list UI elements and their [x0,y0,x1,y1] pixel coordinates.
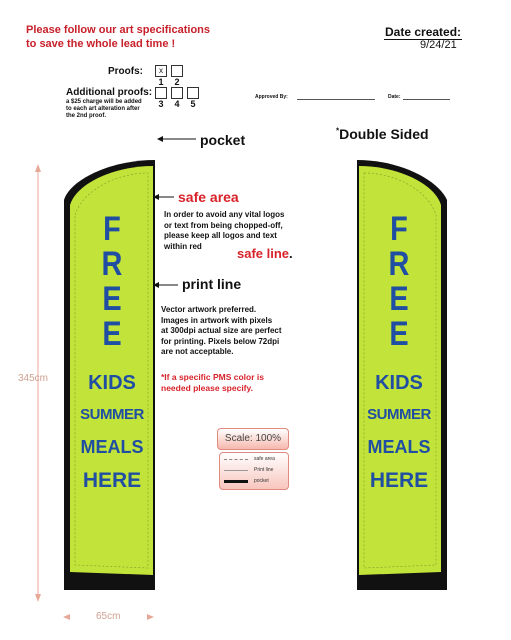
double-sided-text: Double Sided [339,126,429,142]
left-word-here: HERE [82,469,142,492]
left-letter-e1: E [102,280,122,318]
additional-proofs-label: Additional proofs: [66,87,153,98]
proofs-label: Proofs: [108,66,143,77]
legend-safe-label: safe area [254,456,275,462]
right-word-kids: KIDS [375,372,423,394]
left-word-meals: MEALS [80,437,144,457]
charge-note-line-1: a $25 charge will be added [66,99,142,105]
right-word-here: HERE [369,469,429,492]
pocket-label: pocket [200,132,246,148]
width-arrow-right [147,614,154,620]
height-arrow-bottom [35,594,41,602]
vector-note-line-4: for printing. Pixels below 72dpi [161,336,280,346]
proof-number-2: 2 [174,77,180,87]
right-letter-e1: E [389,280,409,318]
proof-number-1: 1 [158,77,164,87]
safe-line-period: . [289,246,293,261]
height-dimension-label: 345cm [18,373,49,384]
right-letter-r: R [388,245,410,283]
safe-area-title: safe area [178,189,239,205]
left-letter-f: F [103,210,121,248]
right-word-meals: MEALS [367,437,431,457]
safe-desc-line-3: please keep all logos and text [164,231,277,240]
right-letter-f: F [390,210,408,248]
width-dimension-label: 65cm [96,611,121,622]
vector-note-line-3: at 300dpi actual size are perfect [161,326,282,335]
left-word-kids: KIDS [88,372,136,394]
notice-line-1: Please follow our art specifications [26,24,210,36]
print-line-title: print line [182,276,242,292]
right-flag-text [361,212,437,498]
proof-checkbox-1[interactable]: x [155,65,167,77]
pms-note-line-2: needed please specify. [161,383,253,393]
additional-proof-number-4: 4 [174,99,180,109]
vector-note-line-2: Images in artwork with pixels [161,315,273,325]
height-arrow-top [35,164,41,172]
approved-by-label: Approved By: [255,94,288,100]
left-letter-r: R [101,245,123,283]
safe-desc-line-2: or text from being chopped-off, [164,220,283,230]
right-letter-e2: E [389,315,409,353]
additional-proof-number-5: 5 [190,99,196,109]
scale-badge: Scale: 100% [217,428,289,450]
approval-date-label: Date: [388,94,401,100]
legend-print-label: Print line [254,467,274,473]
charge-note-line-3: the 2nd proof. [66,113,106,119]
date-created-value: 9/24/21 [420,39,457,51]
safe-desc-line-4: within red [164,241,202,251]
vector-note-line-5: are not acceptable. [161,347,234,356]
date-created-label: Date created: [385,25,462,39]
safe-desc-line-1: In order to avoid any vital logos [164,210,285,219]
double-sided-mark: * [336,126,340,136]
additional-proof-number-3: 3 [158,99,164,109]
notice-line-2: to save the whole lead time ! [26,38,176,50]
vector-note-line-1: Vector artwork preferred. [161,305,257,314]
left-letter-e2: E [102,315,122,353]
legend-pocket-label: pocket [254,478,269,484]
left-word-summer: SUMMER [80,406,144,423]
right-word-summer: SUMMER [367,406,431,423]
left-flag-text [74,212,150,498]
pms-note-line-1: *If a specific PMS color is [161,372,264,382]
charge-note-line-2: to each art alteration after [66,106,140,112]
width-arrow-left [63,614,70,620]
safe-line-text: safe line [237,246,290,261]
